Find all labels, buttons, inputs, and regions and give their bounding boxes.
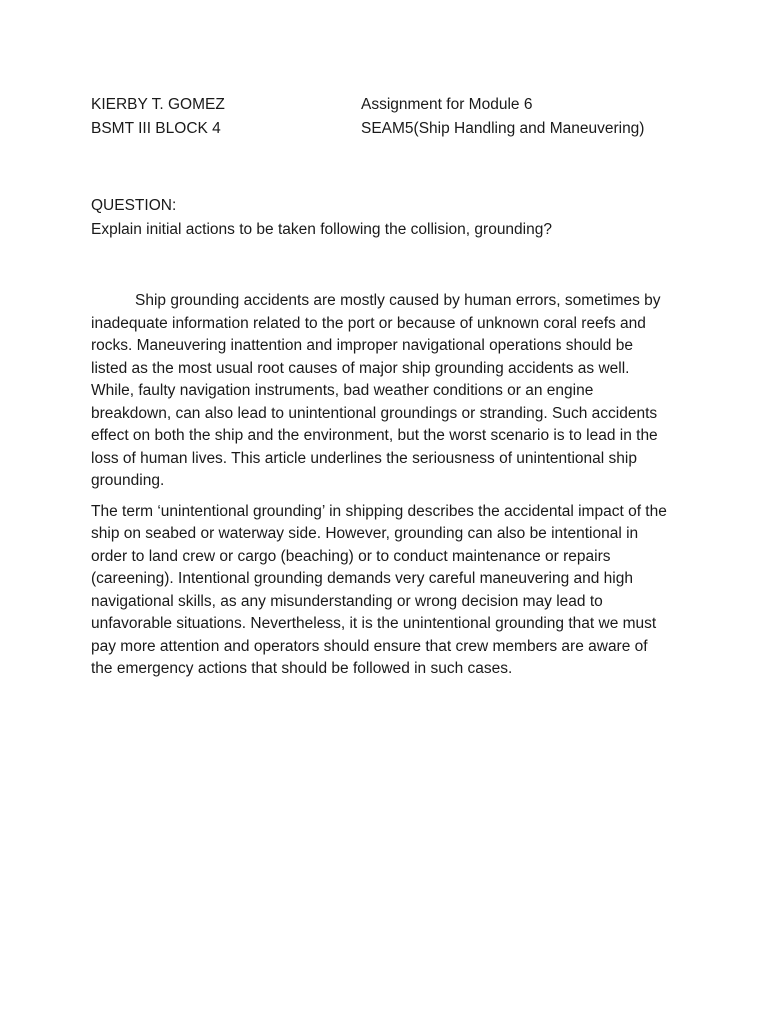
answer-paragraph-2: The term ‘unintentional grounding’ in shipping describes the accidental impact of the ship on seabed or waterway side. However, grounding can also be intentional in order to land crew or cargo (beaching) or to conduct maintenance or repairs (careening). Intentional grounding demands very careful maneuvering and high navigational skills, as any misunderstanding or wrong decision may lead to unfavorable situations. Nevertheless, it is the unintentional grounding that we must pay more attention and operators should ensure that crew members are aware of the emergency actions that should be followed in such cases. <box>91 502 667 677</box>
course-title: SEAM5(Ship Handling and Maneuvering) <box>361 119 645 137</box>
question-label: QUESTION: <box>91 197 177 214</box>
answer-paragraph-1: Ship grounding accidents are mostly caused by human errors, sometimes by inadequate information related to the port or because of unknown coral reefs and rocks. Maneuvering inattention and improper navigational operations should be listed as the most usual root causes of major ship grounding accidents as well. While, faulty navigation instruments, bad weather conditions or an engine breakdown, can also lead to unintentional groundings or stranding. Such accidents effect on both the ship and the environment, but the worst scenario is to lead in the loss of human lives. This article underlines the seriousness of unintentional ship grounding. <box>91 292 661 489</box>
assignment-title: Assignment for Module 6 <box>361 96 533 113</box>
student-section: BSMT III BLOCK 4 <box>91 119 221 137</box>
question-block <box>91 194 691 241</box>
header-row-1 <box>91 93 691 117</box>
answer-body <box>91 290 673 681</box>
question-text: Explain initial actions to be taken following the collision, grounding? <box>91 220 552 238</box>
document-header <box>91 93 691 140</box>
student-name: KIERBY T. GOMEZ <box>91 96 225 113</box>
header-row-2 <box>91 117 691 141</box>
